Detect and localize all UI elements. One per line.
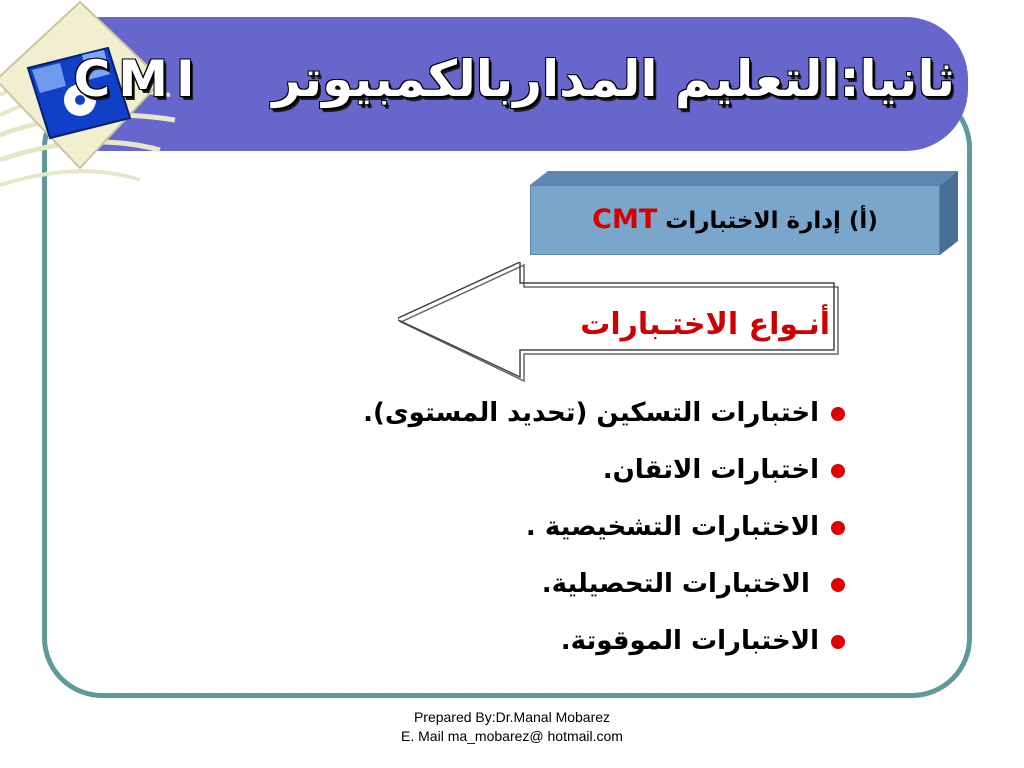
footer (312, 708, 712, 746)
arrow-label: أنـواع الاختـبارات (580, 307, 830, 342)
page-title (73, 34, 955, 124)
list-item (300, 556, 845, 613)
list-item-text: اختبارات التسكين (تحديد المستوى). (363, 398, 819, 428)
section-heading-label: (أ) إدارة الاختبارات (665, 208, 878, 234)
list-item-text: الاختبارات الموقوتة. (560, 626, 819, 656)
section-heading (530, 185, 940, 255)
bullet-dot-icon (831, 635, 845, 649)
section-box (530, 171, 958, 256)
list-item (300, 613, 845, 670)
page-title-latin: CMI (73, 50, 203, 108)
section-heading-code: CMT (592, 204, 658, 235)
footer-author: Prepared By:Dr.Manal Mobarez (413, 709, 611, 725)
page-title-arabic: ثانيا:التعليم المداربالكمبيوتر (272, 50, 955, 108)
footer-email: E. Mail ma_mobarez@ hotmail.com (401, 728, 623, 744)
list-item-text: اختبارات الاتقان. (602, 455, 819, 485)
list-item (300, 442, 845, 499)
list-item (300, 499, 845, 556)
bullet-dot-icon (831, 521, 845, 535)
bullet-list (300, 385, 845, 670)
list-item-text: الاختبارات التشخيصية . (525, 512, 819, 542)
bullet-dot-icon (831, 407, 845, 421)
list-item (300, 385, 845, 442)
bullet-dot-icon (831, 578, 845, 592)
list-item-text: الاختبارات التحصيلية. (541, 569, 819, 599)
bullet-dot-icon (831, 464, 845, 478)
